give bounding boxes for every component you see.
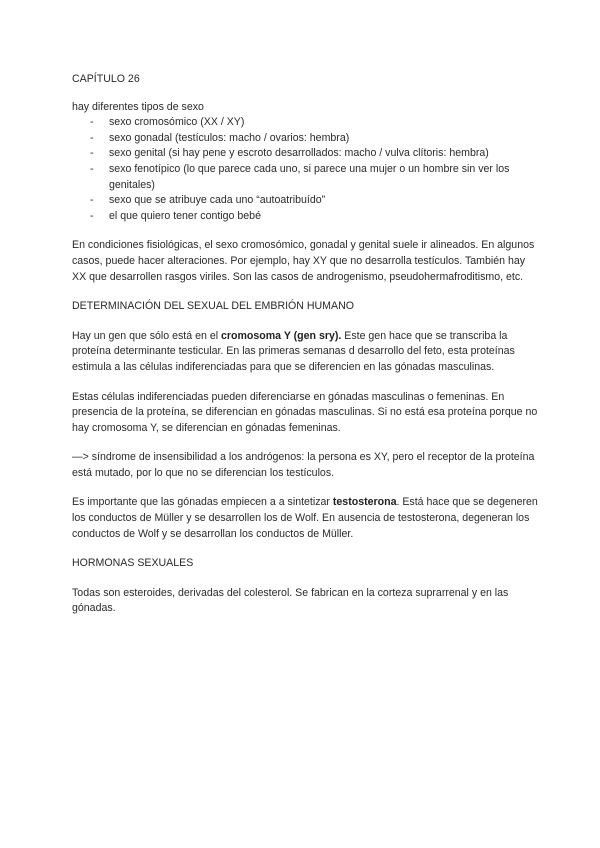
list-item-text: sexo cromosómico (XX / XY) xyxy=(109,116,245,129)
list-item xyxy=(72,146,542,162)
chapter-title: CAPÍTULO 26 xyxy=(72,73,140,85)
list-item-text: sexo genital (si hay pene y escroto desarrollados: macho / vulva clítoris: hembra) xyxy=(109,147,489,160)
text-segment: Este gen hace que se transcriba la proteína determinante testicular. En las primeras semanas d desarrollo del feto, esta proteínas estimula a las células indiferenciadas para que se diferencien en las gónadas masculinas. xyxy=(72,329,515,373)
bullet-dash: - xyxy=(90,131,94,144)
text-segment: . Está hace que se degeneren los conductos de Müller y se desarrollen los de Wolf. En ausencia de testosterona, degeneran los conductos de Wolf y se desarrollan los conductos de Müller. xyxy=(72,496,538,540)
paragraph-testosterone xyxy=(72,495,542,542)
list-item xyxy=(72,115,542,131)
paragraph-sry-gene xyxy=(72,329,542,376)
list-item-text: sexo gonadal (testículos: macho / ovarios: hembra) xyxy=(109,131,350,144)
bullet-dash: - xyxy=(90,194,94,207)
intro-line: hay diferentes tipos de sexo xyxy=(72,100,204,113)
paragraph-undifferentiated-cells: Estas células indiferenciadas pueden diferenciarse en gónadas masculinas o femeninas. En presencia de la proteína, se diferencian en gónadas masculinas. Si no está esa proteína porque no hay cromosoma Y, se diferencian en gónadas femeninas. xyxy=(72,390,538,434)
section-heading-determination: DETERMINACIÓN DEL SEXUAL DEL EMBRIÓN HUMANO xyxy=(72,300,354,313)
bullet-dash: - xyxy=(90,116,94,129)
section-heading-hormones: HORMONAS SEXUALES xyxy=(72,557,194,570)
list-item xyxy=(72,162,542,193)
paragraph-androgen-insensitivity: —> síndrome de insensibilidad a los andrógenos: la persona es XY, pero el receptor de la proteína está mutado, por lo que no se diferencian los testículos. xyxy=(72,451,535,479)
list-item-text: el que quiero tener contigo bebé xyxy=(109,209,261,222)
text-segment: Hay un gen que sólo está en el xyxy=(72,329,222,342)
list-item xyxy=(72,131,542,147)
bullet-dash: - xyxy=(90,147,94,160)
sex-types-list xyxy=(72,115,542,224)
list-item xyxy=(72,209,542,225)
bullet-dash: - xyxy=(90,209,94,222)
list-item-text: sexo fenotípico (lo que parece cada uno, si parece una mujer o un hombre sin ver los genitales) xyxy=(109,162,510,191)
bold-term-testosterona: testosterona xyxy=(332,496,397,509)
list-item-text: sexo que se atribuye cada uno “autoatribuído” xyxy=(109,194,326,207)
text-segment: Es importante que las gónadas empiecen a a sintetizar xyxy=(72,496,333,509)
document-body xyxy=(72,62,542,617)
bold-term-cromosoma-y: cromosoma Y (gen sry). xyxy=(221,329,342,342)
paragraph-alignment: En condiciones fisiológicas, el sexo cromosómico, gonadal y genital suele ir alineados. En algunos casos, puede hacer alteraciones. Por ejemplo, hay XY que no desarrolla testículos. También hay XX que desarrollen rasgos viriles. Son las casos de androgenismo, pseudohermafroditismo, etc. xyxy=(72,239,535,283)
bullet-dash: - xyxy=(90,162,94,175)
paragraph-steroids: Todas son esteroides, derivadas del colesterol. Se fabrican en la corteza suprarrenal y en las gónadas. xyxy=(72,586,509,615)
list-item xyxy=(72,193,542,209)
